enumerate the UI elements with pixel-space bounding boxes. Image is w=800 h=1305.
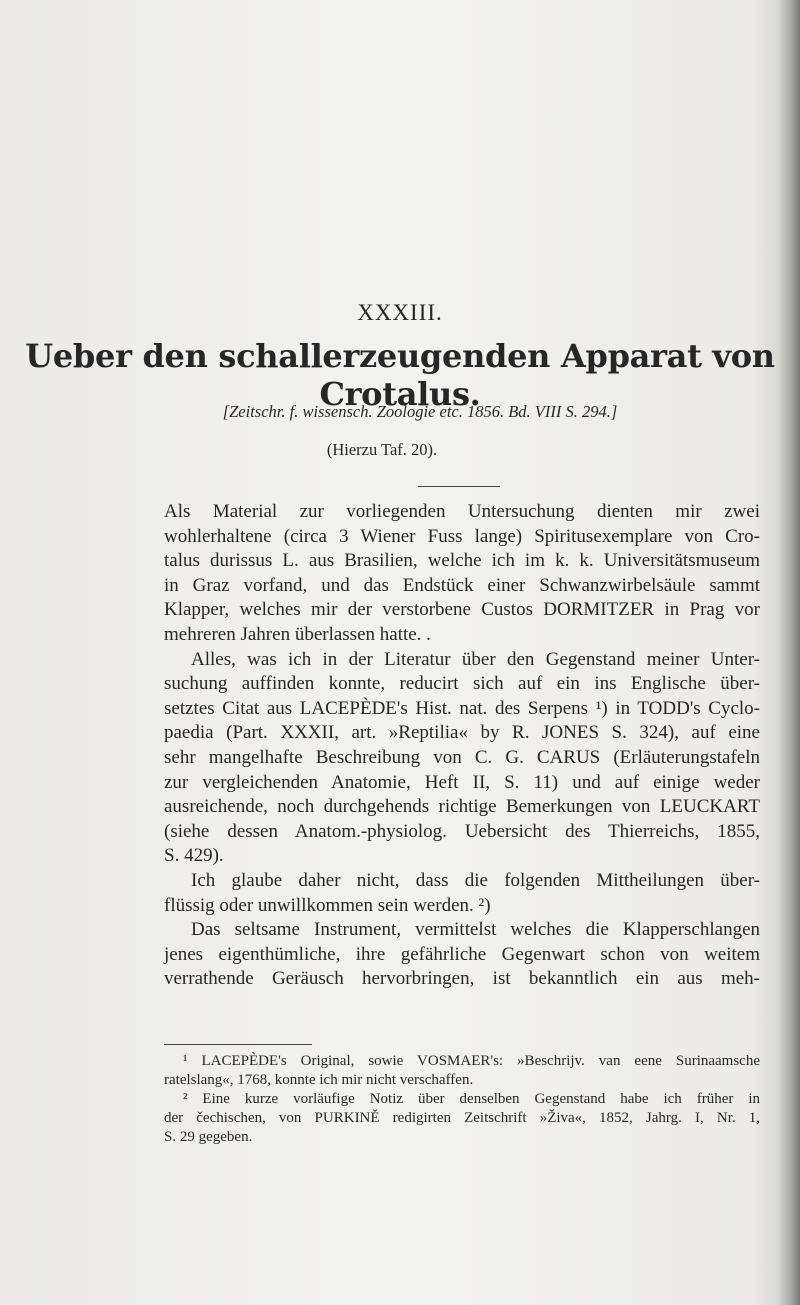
footnote-line: der čechischen, von PURKINĚ redigirten Zeitschrift »Živa«, 1852, Jahrg. I, Nr. 1, [164, 1110, 760, 1126]
body-line: verrathende Geräusch hervorbringen, ist bekanntlich ein aus meh- [164, 968, 760, 990]
body-line: mehreren Jahren überlassen hatte. . [164, 624, 431, 645]
body-line: in Graz vorfand, und das Endstück einer Schwanzwirbelsäule sammt [164, 574, 760, 596]
body-line: flüssig oder unwillkommen sein werden. ²) [164, 894, 491, 916]
body-line: jenes eigenthümliche, ihre gefährliche Gegenwart schon von weitem [164, 943, 760, 965]
footnote-divider [164, 1044, 312, 1045]
body-line: sehr mangelhafte Beschreibung von C. G. CARUS (Erläuterungstafeln [164, 747, 760, 768]
footnote-line: S. 29 gegeben. [164, 1129, 253, 1145]
body-line: Ich glaube daher nicht, dass die folgenden Mittheilungen über- [191, 870, 760, 891]
article-title: Ueber den schallerzeugenden Apparat von Crotalus. [25, 337, 775, 413]
body-line: suchung auffinden konnte, reducirt sich auf ein ins Englische über- [164, 673, 760, 695]
body-line: talus durissus L. aus Brasilien, welche ich im k. k. Universitätsmuseum [164, 550, 760, 572]
body-line: Klapper, welches mir der verstorbene Custos DORMITZER in Prag vor [164, 599, 760, 621]
body-line: setztes Citat aus LACEPÈDE's Hist. nat. des Serpens ¹) in TODD's Cyclo- [164, 697, 760, 719]
footnote-line: ¹ LACEPÈDE's Original, sowie VOSMAER's: »Beschrijv. van eene Surinaamsche [183, 1053, 760, 1069]
plate-reference: (Hierzu Taf. 20). [326, 440, 438, 459]
body-line: zur vergleichenden Anatomie, Heft II, S. 11) und auf einige weder [164, 771, 760, 793]
footnote-line: ² Eine kurze vorläufige Notiz über denselben Gegenstand habe ich früher in [183, 1091, 760, 1107]
body-line: S. 429). [164, 845, 224, 867]
body-line: wohlerhaltene (circa 3 Wiener Fuss lange) Spiritusexemplare von Cro- [164, 525, 760, 547]
body-line: paedia (Part. XXXII, art. »Reptilia« by R. JONES S. 324), auf eine [164, 722, 760, 744]
chapter-number: XXXIII. [357, 300, 443, 325]
body-line: Alles, was ich in der Literatur über den Gegenstand meiner Unter- [191, 648, 760, 670]
body-line: Das seltsame Instrument, vermittelst welches die Klapperschlangen [191, 919, 760, 941]
page-edge-shadow [778, 0, 800, 1305]
body-line: (siehe dessen Anatom.-physiolog. Uebersicht des Thierreichs, 1855, [164, 820, 760, 842]
title-divider [418, 486, 500, 487]
body-line: Als Material zur vorliegenden Untersuchung dienten mir zwei [164, 501, 760, 522]
body-line: ausreichende, noch durchgehends richtige Bemerkungen von LEUCKART [164, 796, 760, 818]
footnote-line: ratelslang«, 1768, konnte ich mir nicht verschaffen. [164, 1072, 474, 1088]
source-citation: [Zeitschr. f. wissensch. Zoologie etc. 1856. Bd. VIII S. 294.] [222, 402, 618, 421]
